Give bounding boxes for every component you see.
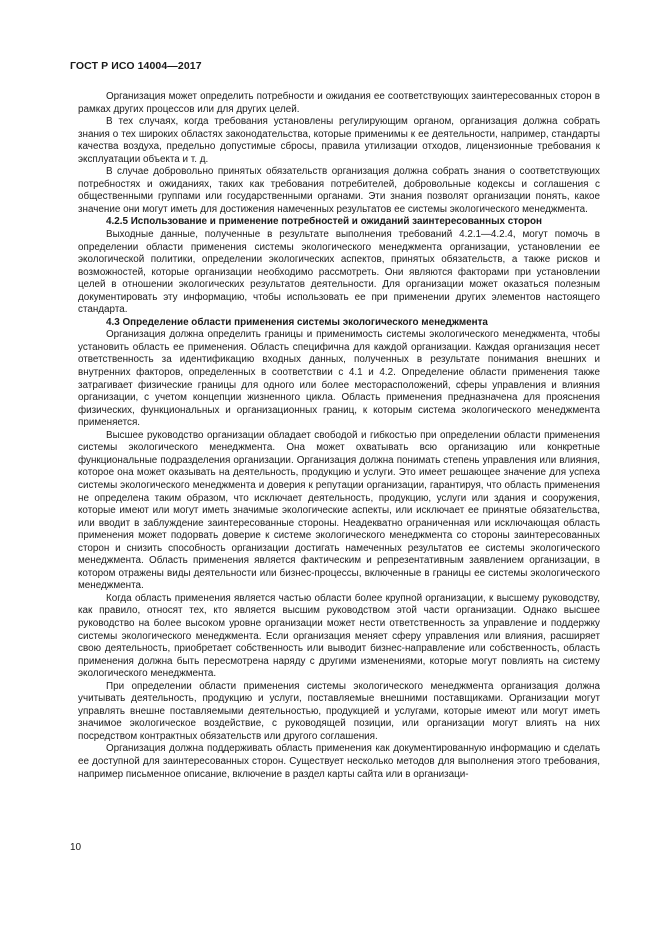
paragraph: Выходные данные, полученные в результате выполнения требований 4.2.1—4.2.4, могут помочь в определении области применения системы экологического менеджмента организации, установлении ее экологической политики, определении экологических аспектов, принятых обязательств, а также рисков и возможностей, которые организации необходимо рассмотреть. Они являются факторами при установлении целей в отношении экологических результатов деятельности. Для организации может оказаться полезным документировать эту информацию, чтобы использовать ее при применении других элементов настоящего стандарта. — [78, 229, 600, 316]
paragraph: В тех случаях, когда требования установлены регулирующим органом, организация должна собрать знания о тех широких областях законодательства, которые применимы к ее деятельности, например, стандарты качества воздуха, предельно допустимые сбросы, правила утилизации отходов, лицензионные требования к эксплуатации объекта и т. д. — [78, 116, 600, 165]
document-body — [78, 91, 600, 781]
section-heading-4-2-5: 4.2.5 Использование и применение потребностей и ожиданий заинтересованных сторон — [106, 216, 543, 228]
section-heading-4-3: 4.3 Определение области применения системы экологического менеджмента — [106, 316, 488, 328]
paragraph: Высшее руководство организации обладает свободой и гибкостью при определении области применения системы экологического менеджмента. Она может охватывать всю организацию или конкретные функциональные подразделения организации. Организация должна понимать степень управления или влияния, которое она может оказывать на деятельность, продукцию и услуги. Это имеет решающее значение для успеха системы экологического менеджмента и доверия к репутации организации, гарантируя, что область применения не определена таким образом, что исключает деятельность, продукцию, услуги или здания и сооружения, которые имеют или могут иметь значимые экологические аспекты, или исключает ее принятые обязательства, или вводит в заблуждение заинтересованные стороны. Неадекватно ограниченная или исключающая область применения может подорвать доверие к системе экологического менеджмента со стороны заинтересованных сторон и снизить способность организации достигать намеченных результатов ее системы экологического менеджмента. Область применения является фактическим и репрезентативным заявлением организации, в котором отражены виды деятельности или бизнес-процессы, включенные в границы ее системы экологического менеджмента. — [78, 429, 600, 592]
paragraph: Организация должна поддерживать область применения как документированную информацию и сделать ее доступной для заинтересованных сторон. Существует несколько методов для выполнения этого требования, например письменное описание, включение в раздел карты сайта или в организаци- — [78, 743, 600, 780]
page-number: 10 — [70, 842, 82, 853]
paragraph: Когда область применения является частью области более крупной организации, к высшему руководству, как правило, относят тех, кто является высшим руководством этой части организации. Однако высшее руководство на более высоком уровне организации может нести ответственность за управление и поддержку системы экологического менеджмента. Если организация меняет сферу управления или влияния, расширяет свою деятельность, приобретает собственность или выводит бизнес-направление или собственность, область применения должна быть пересмотрена наряду с другими изменениями, которые могут повлиять на систему экологического менеджмента. — [78, 592, 600, 680]
paragraph: При определении области применения системы экологического менеджмента организация должна учитывать деятельность, продукцию и услуги, поставляемые внешними поставщиками. Организации могут управлять внешне поставляемыми деятельностью, продукцией и услугами, которые имеют или могут иметь значимое экологическое воздействие, с руководящей позиции, или организации могут влиять на них посредством контрактных обязательств или другого соглашения. — [78, 680, 600, 742]
paragraph: Организация может определить потребности и ожидания ее соответствующих заинтересованных сторон в рамках других процессов или для других целей. — [78, 91, 600, 115]
paragraph: Организация должна определить границы и применимость системы экологического менеджмента, чтобы установить область ее применения. Область специфична для каждой организации. Каждая организация несет ответственность за идентификацию входных данных, полученных в результате понимания внешних и внутренних факторов, определенных в соответствии с 4.1 и 4.2. Определение области применения также затрагивает физические границы для одного или более месторасположений, сферы управления и влияния организации, с учетом концепции жизненного цикла. Область применения предназначена для прояснения физических, функциональных и организационных границ, к которым система экологического менеджмента применяется. — [78, 329, 600, 429]
paragraph: В случае добровольно принятых обязательств организация должна собрать знания о соответствующих потребностях и ожиданиях, таких как требования потребителей, добровольные кодексы и соглашения с общественными группами или государственными органами. Эти знания позволят организации понять, какое значение они могут иметь для достижения намеченных результатов ее системы экологического менеджмента. — [78, 166, 600, 215]
standard-header: ГОСТ Р ИСО 14004—2017 — [70, 60, 202, 72]
